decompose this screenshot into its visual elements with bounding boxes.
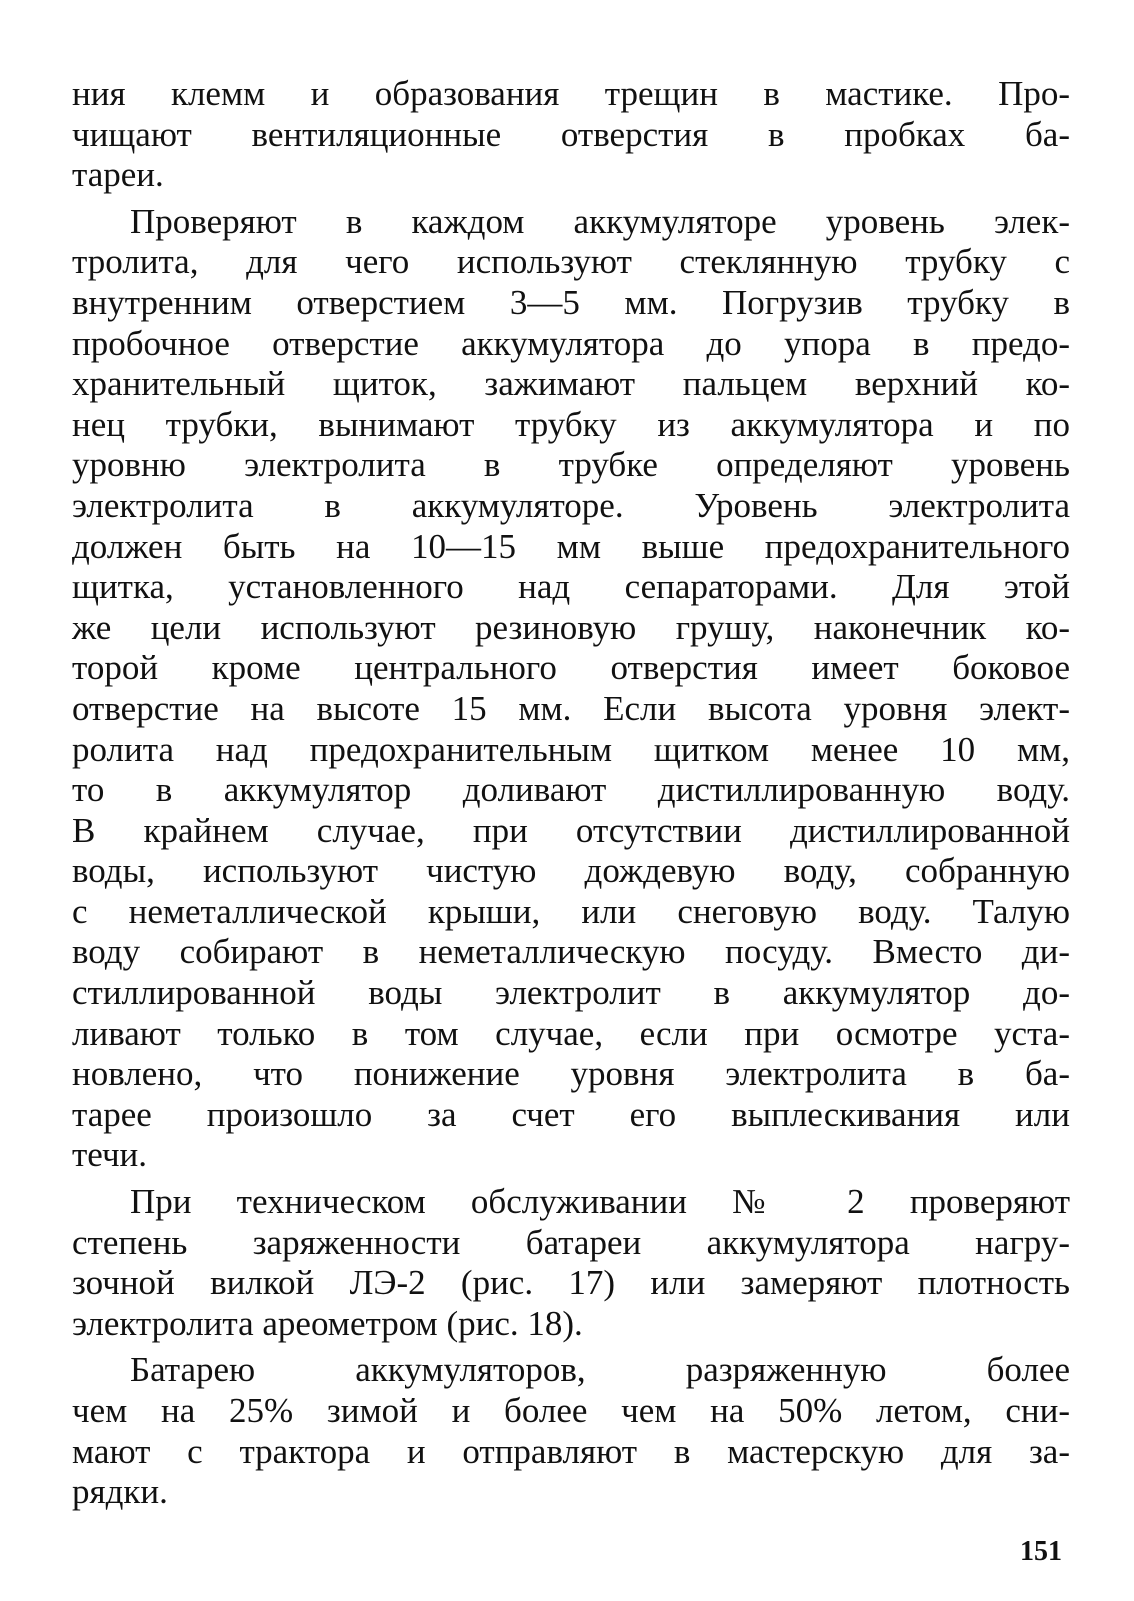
text-line: хранительный щиток, зажимают пальцем верхний ко- <box>72 364 1070 404</box>
text-line: В крайнем случае, при отсутствии дистиллированной <box>72 810 1070 850</box>
text-line: новлено, что понижение уровня электролита в ба- <box>72 1054 1070 1094</box>
text-line: отверстие на высоте 15 мм. Если высота уровня элект- <box>72 688 1070 728</box>
text-line: торой кроме центрального отверстия имеет боковое <box>72 648 1070 688</box>
text-line: рядки. <box>72 1472 168 1512</box>
text-line: с неметаллической крыши, или снеговую воду. Талую <box>72 891 1070 931</box>
text-line: зочной вилкой ЛЭ-2 (рис. 17) или замеряют плотность <box>72 1263 1070 1303</box>
text-line: внутренним отверстием 3—5 мм. Погрузив трубку в <box>72 282 1070 322</box>
text-line: же цели используют резиновую грушу, наконечник ко- <box>72 607 1070 647</box>
text-line: стиллированной воды электролит в аккумулятор до- <box>72 973 1070 1013</box>
page-number: 151 <box>1020 1536 1062 1567</box>
text-line: электролита ареометром (рис. 18). <box>72 1303 583 1343</box>
text-line: чем на 25% зимой и более чем на 50% летом, сни- <box>72 1391 1070 1430</box>
text-line: чищают вентиляционные отверстия в пробках ба- <box>72 114 1070 154</box>
page-body <box>72 74 1070 1513</box>
paragraph-2 <box>72 202 1070 1176</box>
text-line: воду собирают в неметаллическую посуду. Вместо ди- <box>72 932 1070 972</box>
text-line: тролита, для чего используют стеклянную трубку с <box>72 242 1070 282</box>
text-line: нец трубки, вынимают трубку из аккумулятора и по <box>72 404 1070 444</box>
text-line: тареи. <box>72 155 164 195</box>
text-line: мают с трактора и отправляют в мастерскую для за- <box>72 1431 1070 1471</box>
text-line: ния клемм и образования трещин в мастике. Про- <box>72 74 1070 113</box>
text-line: должен быть на 10—15 мм выше предохранительного <box>72 526 1070 566</box>
text-line: ролита над предохранительным щитком менее 10 мм, <box>72 729 1070 769</box>
paragraph-4 <box>72 1350 1070 1512</box>
text-line: При техническом обслуживании № 2 проверяют <box>130 1182 1070 1222</box>
text-line: тарее произошло за счет его выплескивания или <box>72 1094 1070 1134</box>
text-line: уровню электролита в трубке определяют уровень <box>72 445 1070 485</box>
text-line: воды, используют чистую дождевую воду, собранную <box>72 851 1070 891</box>
text-line: течи. <box>72 1135 148 1175</box>
paragraph-1 <box>72 74 1070 196</box>
text-line: то в аккумулятор доливают дистиллированную воду. <box>72 770 1070 810</box>
text-line: Проверяют в каждом аккумуляторе уровень элек- <box>130 201 1070 241</box>
text-line: Батарею аккумуляторов, разряженную более <box>130 1350 1070 1390</box>
text-line: степень заряженности батареи аккумулятора нагру- <box>72 1222 1070 1262</box>
text-line: щитка, установленного над сепараторами. Для этой <box>72 567 1070 607</box>
text-line: электролита в аккумуляторе. Уровень электролита <box>72 485 1070 525</box>
paragraph-3 <box>72 1182 1070 1344</box>
text-line: пробочное отверстие аккумулятора до упора в предо- <box>72 323 1070 363</box>
text-line: ливают только в том случае, если при осмотре уста- <box>72 1013 1070 1053</box>
